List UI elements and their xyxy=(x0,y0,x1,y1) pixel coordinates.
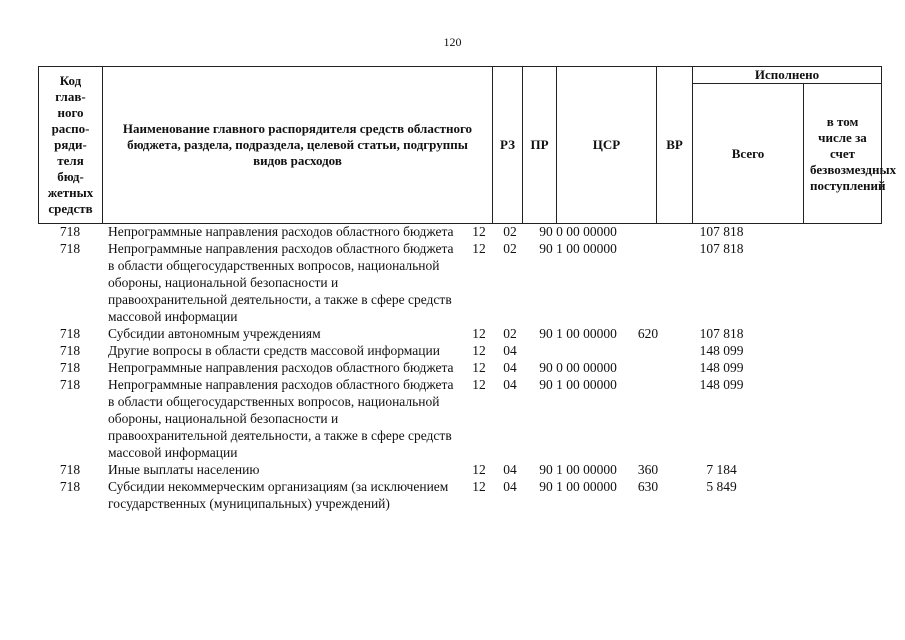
row-code: 718 xyxy=(59,360,81,375)
row-csr: 90 0 00 00000 xyxy=(539,224,617,239)
row-total: 148 099 xyxy=(699,377,744,392)
row-csr: 90 1 00 00000 xyxy=(539,377,617,392)
row-total: 148 099 xyxy=(699,360,744,375)
row-name: Непрограммные направления расходов областного бюджета в области общегосударственных вопросов, национальной обороны, национальной безопасности и правоохранительной деятельности, а также в сфере средств массовой информации xyxy=(108,241,454,324)
page-number: 120 xyxy=(443,35,462,49)
row-rz: 12 xyxy=(472,462,486,477)
row-rz: 12 xyxy=(472,360,486,375)
row-including xyxy=(777,240,881,325)
row-including xyxy=(777,223,881,240)
header-total: Всего xyxy=(693,84,804,224)
header-csr: ЦСР xyxy=(557,67,657,224)
row-vr: 360 xyxy=(637,462,659,477)
row-vr xyxy=(630,342,666,359)
row-csr: 90 1 00 00000 xyxy=(539,326,617,341)
row-pr: 04 xyxy=(503,462,517,477)
table-row xyxy=(38,342,881,359)
row-code: 718 xyxy=(59,479,81,494)
row-pr: 04 xyxy=(503,479,517,494)
row-vr xyxy=(630,376,666,461)
table-header xyxy=(38,66,897,224)
row-pr: 04 xyxy=(503,377,517,392)
row-code: 718 xyxy=(59,241,81,256)
header-rz: РЗ xyxy=(493,67,523,224)
row-name: Субсидии некоммерческим организациям (за исключением государственных (муниципальных) учреждений) xyxy=(108,479,449,511)
row-rz: 12 xyxy=(472,241,486,256)
table-row xyxy=(38,376,881,461)
table-row xyxy=(38,223,881,240)
row-pr: 02 xyxy=(503,224,517,239)
data-table xyxy=(38,223,881,512)
row-code: 718 xyxy=(59,326,81,341)
row-csr: 90 1 00 00000 xyxy=(539,462,617,477)
header-including: в том числе за счет безвозмездных поступлений xyxy=(804,84,882,224)
table-row xyxy=(38,461,881,478)
header-name: Наименование главного распорядителя средств областного бюджета, раздела, подраздела, целевой статьи, подгруппы видов расходов xyxy=(103,67,493,224)
row-vr: 630 xyxy=(637,479,659,494)
row-total: 5 849 xyxy=(706,479,737,494)
row-name: Иные выплаты населению xyxy=(108,462,260,477)
row-total: 107 818 xyxy=(699,224,744,239)
row-code: 718 xyxy=(59,224,81,239)
row-name: Непрограммные направления расходов областного бюджета в области общегосударственных вопросов, национальной обороны, национальной безопасности и правоохранительной деятельности, а также в сфере средств массовой информации xyxy=(108,377,454,460)
row-total: 107 818 xyxy=(699,326,744,341)
row-vr: 620 xyxy=(637,326,659,341)
row-rz: 12 xyxy=(472,224,486,239)
table-row xyxy=(38,478,881,512)
header-pr: ПР xyxy=(523,67,557,224)
row-pr: 04 xyxy=(503,360,517,375)
row-rz: 12 xyxy=(472,326,486,341)
row-vr xyxy=(630,223,666,240)
row-name: Субсидии автономным учреждениям xyxy=(108,326,321,341)
row-csr: 90 1 00 00000 xyxy=(539,241,617,256)
row-including xyxy=(777,376,881,461)
row-rz: 12 xyxy=(472,343,486,358)
table-row xyxy=(38,240,881,325)
row-including xyxy=(777,461,881,478)
row-code: 718 xyxy=(59,343,81,358)
row-name: Другие вопросы в области средств массовой информации xyxy=(108,343,440,358)
row-vr xyxy=(630,359,666,376)
row-name: Непрограммные направления расходов областного бюджета xyxy=(108,360,454,375)
row-code: 718 xyxy=(59,377,81,392)
row-code: 718 xyxy=(59,462,81,477)
table-row xyxy=(38,359,881,376)
row-name: Непрограммные направления расходов областного бюджета xyxy=(108,224,454,239)
row-rz: 12 xyxy=(472,377,486,392)
row-vr xyxy=(630,240,666,325)
row-total: 148 099 xyxy=(699,343,744,358)
header-vr: ВР xyxy=(657,67,693,224)
header-executed: Исполнено xyxy=(693,67,882,84)
row-pr: 02 xyxy=(503,241,517,256)
row-total: 107 818 xyxy=(699,241,744,256)
table-row xyxy=(38,325,881,342)
row-csr: 90 1 00 00000 xyxy=(539,479,617,494)
row-total: 7 184 xyxy=(706,462,737,477)
header-code: Код глав-ного распо-ряди-теля бюд-жетных средств xyxy=(39,67,103,224)
row-including xyxy=(777,342,881,359)
row-rz: 12 xyxy=(472,479,486,494)
row-including xyxy=(777,478,881,512)
row-including xyxy=(777,359,881,376)
row-pr: 04 xyxy=(503,343,517,358)
row-csr: 90 0 00 00000 xyxy=(539,360,617,375)
row-pr: 02 xyxy=(503,326,517,341)
row-csr xyxy=(526,342,630,359)
row-including xyxy=(777,325,881,342)
